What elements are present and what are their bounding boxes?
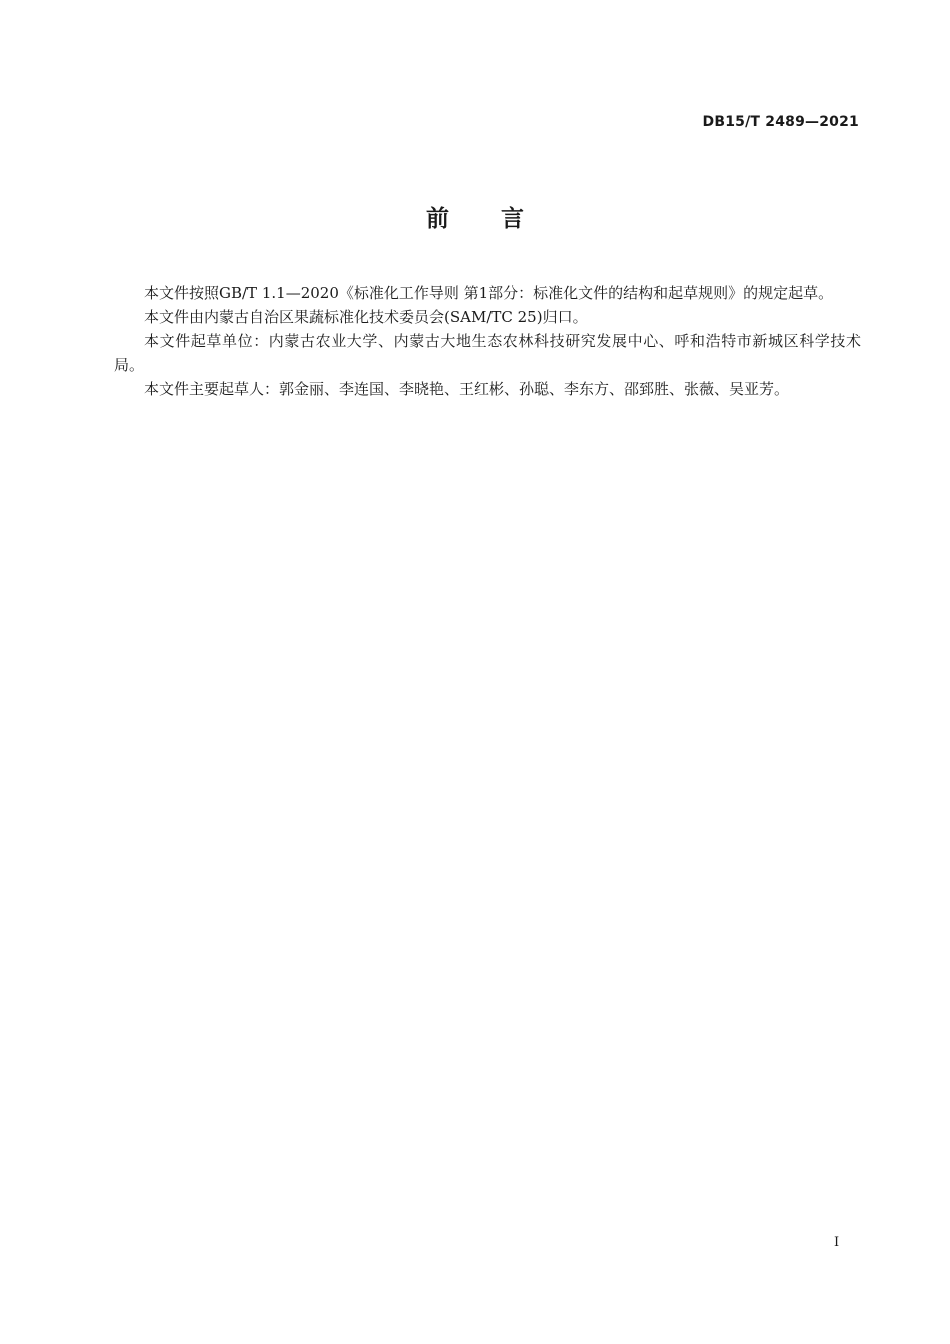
paragraph-committee: 本文件由内蒙古自治区果蔬标准化技术委员会(SAM/TC 25)归口。 — [144, 308, 588, 326]
page-number: I — [834, 1235, 840, 1250]
preface-body — [114, 281, 861, 401]
paragraph-drafters: 本文件主要起草人：郭金丽、李连国、李晓艳、王红彬、孙聪、李东方、邵郅胜、张薇、吴亚芳。 — [144, 380, 790, 398]
document-code: DB15/T 2489—2021 — [702, 114, 859, 130]
paragraph-drafting-units: 本文件起草单位：内蒙古农业大学、内蒙古大地生态农林科技研究发展中心、呼和浩特市新城区科学技术局。 — [114, 332, 861, 374]
paragraph-drafting-rules: 本文件按照GB/T 1.1—2020《标准化工作导则 第1部分：标准化文件的结构和起草规则》的规定起草。 — [144, 284, 834, 302]
page-title: 前言 — [426, 206, 576, 232]
